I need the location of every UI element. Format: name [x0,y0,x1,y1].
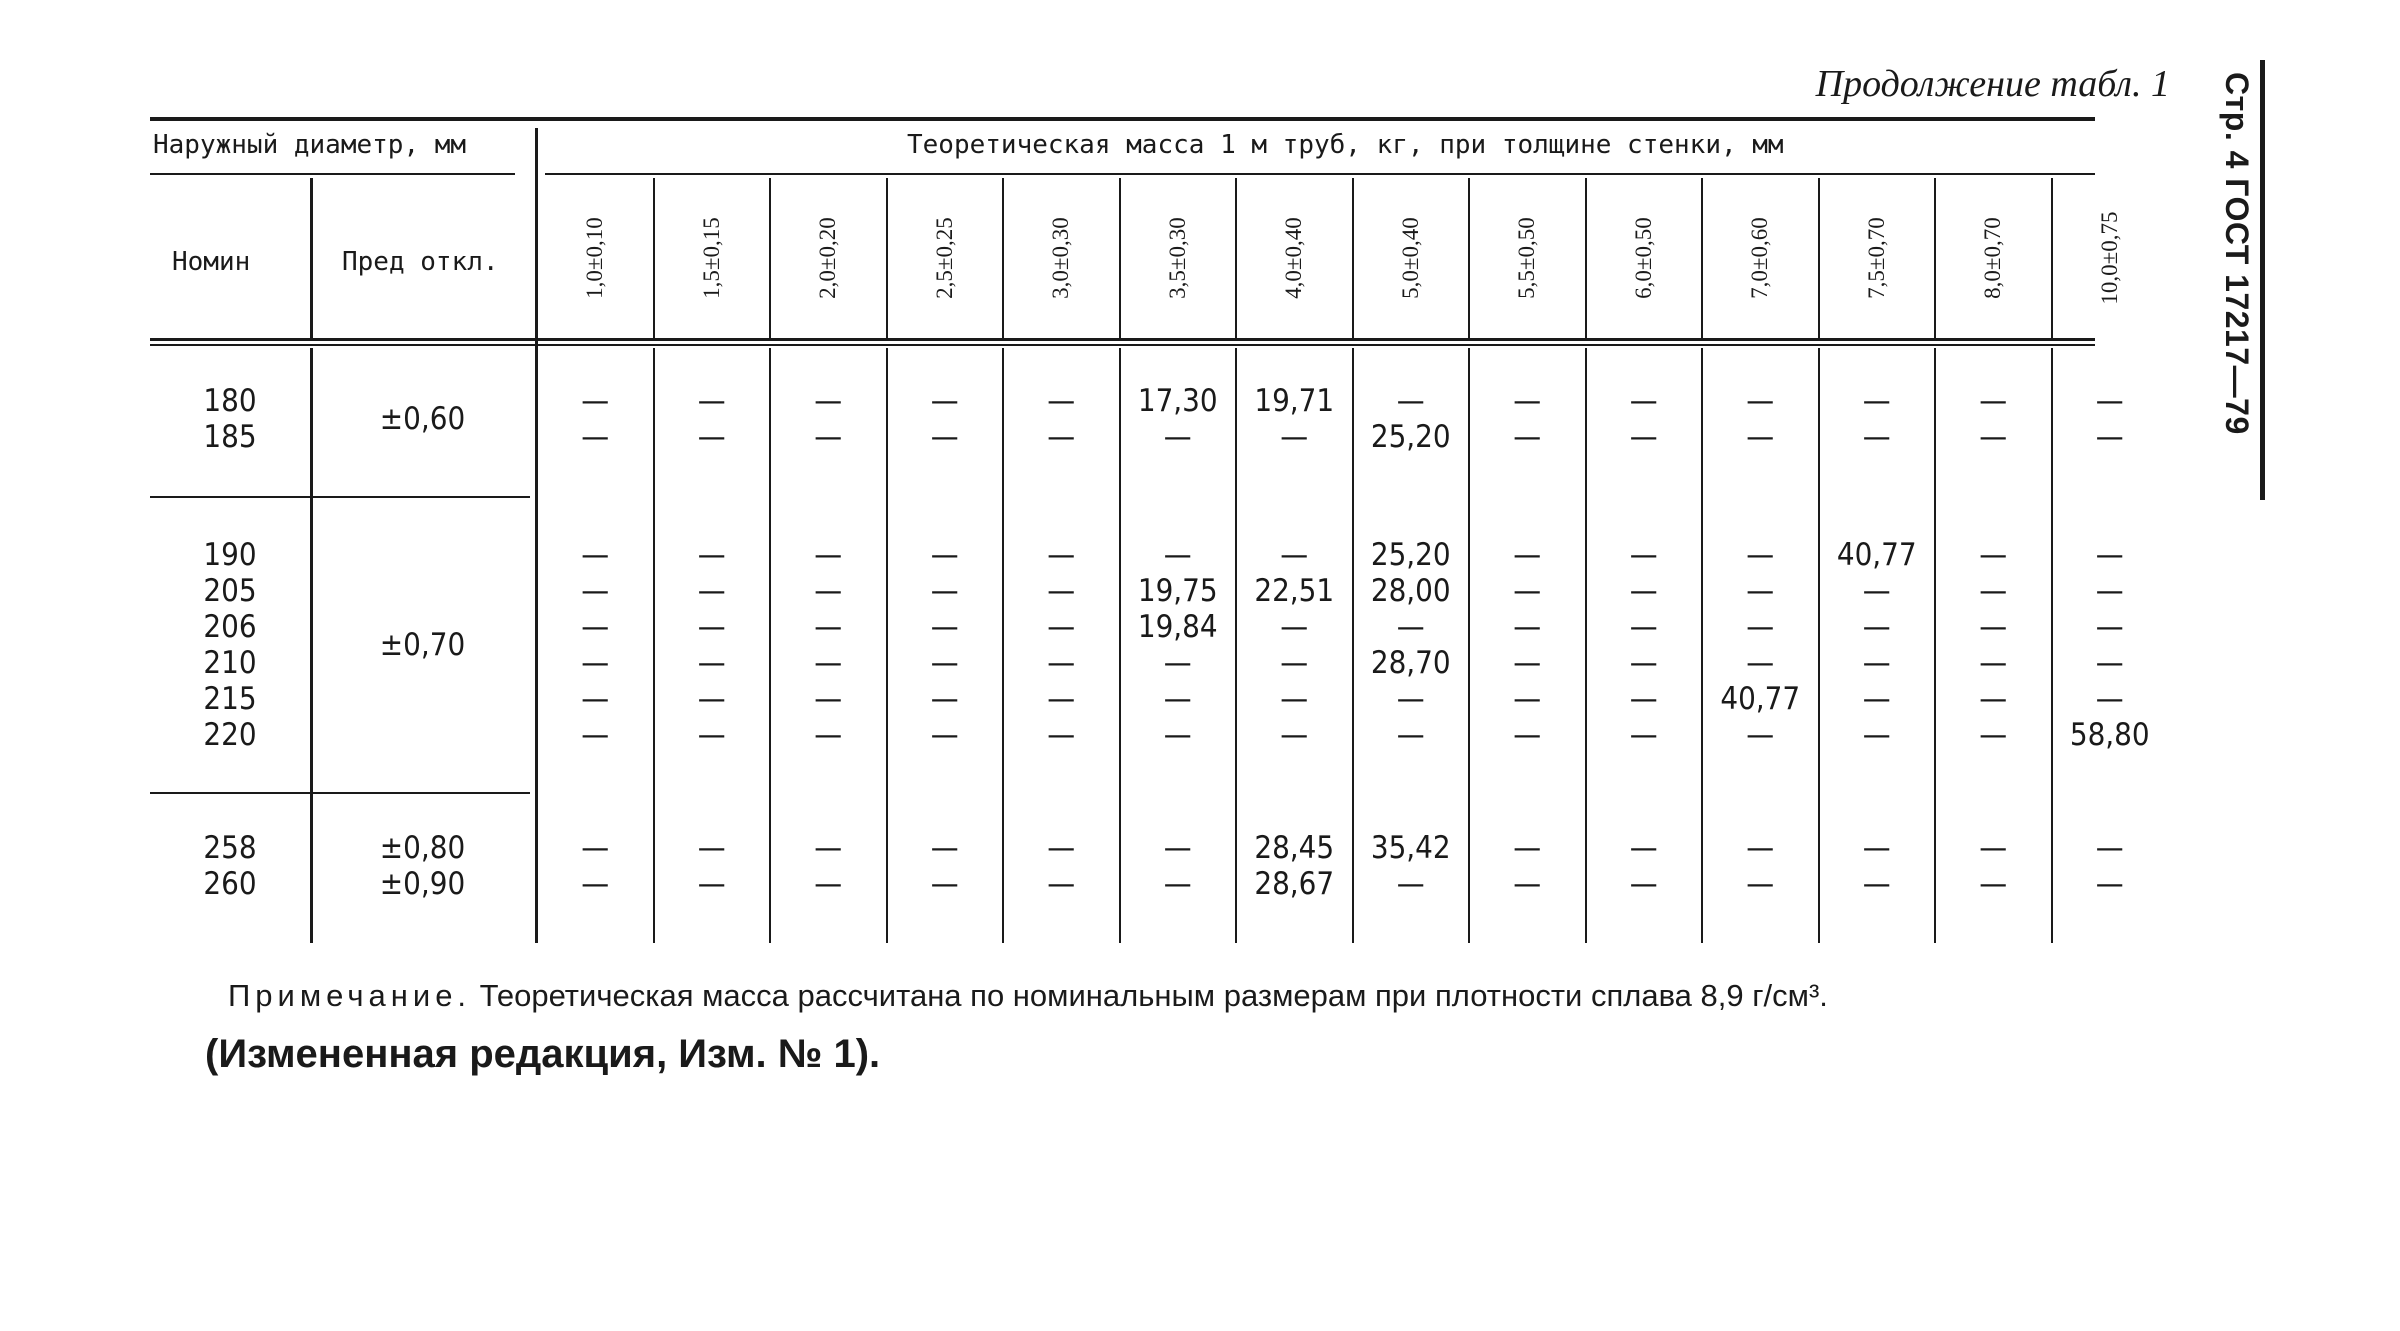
mass-cell: — [1862,645,1891,681]
mass-cell: — [814,830,843,866]
mass-cell: — [2095,830,2124,866]
mass-cell: — [1979,866,2008,902]
side-label-text: Стр. 4 ГОСТ 17217—79 [2219,72,2255,435]
mass-cell: — [1047,419,1076,455]
mass-cell: — [1629,830,1658,866]
mass-cell: — [1979,537,2008,573]
mass-cell: 40,77 [1836,537,1917,573]
col-divider-tol [310,178,313,340]
mass-cell: — [581,537,610,573]
mass-cell: — [1163,645,1192,681]
column-divider [653,178,655,338]
mass-cell: — [1979,383,2008,419]
thickness-label: 8,0±0,70 [1980,217,2006,299]
thickness-header [1356,178,1466,338]
mass-cell: — [1862,866,1891,902]
mass-cell: — [1979,419,2008,455]
tolerance-value: ±0,70 [379,627,466,663]
mass-cell: — [1746,609,1775,645]
tolerance-value: ±0,60 [379,401,466,437]
thickness-label: 1,0±0,10 [582,217,608,299]
mass-cell: — [1047,681,1076,717]
mass-cell: 25,20 [1370,419,1451,455]
mass-cell: — [1513,717,1542,753]
mass-cell: — [1513,573,1542,609]
thickness-label: 10,0±0,75 [2096,211,2122,305]
mass-cell: — [1746,645,1775,681]
column-divider [2051,178,2053,338]
mass-cell: 35,42 [1370,830,1451,866]
mass-cell: — [1629,537,1658,573]
mass-cell: — [2095,419,2124,455]
thickness-label: 5,5±0,50 [1514,217,1540,299]
mass-cell: — [697,645,726,681]
mass-cell: — [1047,830,1076,866]
nominal-diameters: 258 260 [203,830,257,902]
mass-cell: — [581,573,610,609]
mass-cell: — [1513,866,1542,902]
mass-cell: — [1280,537,1309,573]
mass-cell: — [697,681,726,717]
mass-cell: — [814,573,843,609]
thickness-label: 4,0±0,40 [1281,217,1307,299]
mass-cell: — [1979,645,2008,681]
mass-cell: — [581,383,610,419]
mass-cell: — [1862,573,1891,609]
mass-cell: — [1629,717,1658,753]
mass-cell: — [581,681,610,717]
thickness-header [657,178,767,338]
mass-cell: — [1163,830,1192,866]
group2-divider [150,792,530,794]
mass-cell: — [1047,609,1076,645]
mass-cell: — [930,681,959,717]
header-bottom-rule [150,338,2095,341]
mass-cell: — [1862,830,1891,866]
mass-cell: — [930,717,959,753]
mass-cell: — [697,609,726,645]
column-divider [769,178,771,338]
column-divider [1701,178,1703,338]
header-bottom-rule-2 [150,344,2095,346]
thickness-header [1239,178,1349,338]
column-divider [1002,178,1004,338]
mass-cell: — [1513,537,1542,573]
column-divider [1235,178,1237,338]
mass-cell: — [581,609,610,645]
thickness-label: 7,0±0,60 [1747,217,1773,299]
thickness-label: 3,0±0,30 [1048,217,1074,299]
mass-cell: — [1746,866,1775,902]
mass-cell: 19,75 [1137,573,1218,609]
mass-cell: 28,70 [1370,645,1451,681]
mass-cell: — [1513,681,1542,717]
thickness-header [1123,178,1233,338]
column-divider [1468,178,1470,338]
mass-cell: — [1513,609,1542,645]
mass-cell: — [930,866,959,902]
mass-cell: — [1163,681,1192,717]
mass-cell: — [1280,419,1309,455]
mass-cell: — [1047,645,1076,681]
tolerance-value: ±0,80 ±0,90 [379,830,466,902]
mass-cell: — [697,419,726,455]
mass-cell: — [581,830,610,866]
mass-cell: — [930,383,959,419]
column-divider [1119,178,1121,338]
side-bar-divider [2260,60,2265,500]
mass-cell: — [1979,573,2008,609]
mass-cell: 58,80 [2069,717,2150,753]
mass-cell: — [1396,681,1425,717]
mass-cell: — [930,537,959,573]
diameter-header-rule [150,173,515,175]
mass-cell: 28,67 [1254,866,1335,902]
thickness-header [1938,178,2048,338]
mass-cell: — [2095,537,2124,573]
mass-cell: — [2095,645,2124,681]
mass-cell: — [814,645,843,681]
mass-cell: — [1629,573,1658,609]
thickness-header [1705,178,1815,338]
mass-cell: — [581,866,610,902]
mass-cell: — [1513,419,1542,455]
mass-cell: — [930,609,959,645]
col-divider-main [535,128,538,943]
mass-cell: — [697,717,726,753]
column-divider [1818,178,1820,338]
mass-cell: — [2095,383,2124,419]
thickness-label: 2,5±0,25 [931,217,957,299]
mass-cell: — [930,419,959,455]
col-divider-tol-body [310,348,313,943]
mass-cell: — [1746,537,1775,573]
mass-cell: — [1746,717,1775,753]
mass-cell: — [1979,717,2008,753]
note-label: Примечание. [228,978,472,1013]
mass-cell: — [697,573,726,609]
mass-cell: — [930,645,959,681]
column-divider [1585,178,1587,338]
column-divider [1934,178,1936,338]
thickness-header [890,178,1000,338]
mass-cell: — [697,866,726,902]
mass-cell: — [1047,537,1076,573]
mass-cell: — [1280,609,1309,645]
mass-cell: — [1163,419,1192,455]
mass-cell: — [1862,383,1891,419]
thickness-label: 6,0±0,50 [1630,217,1656,299]
page-side-label [2210,60,2270,500]
thickness-header [1006,178,1116,338]
mass-cell: — [1746,419,1775,455]
mass-cell: — [1629,383,1658,419]
thickness-header [2055,178,2165,338]
mass-cell: 17,30 [1137,383,1218,419]
mass-cell: — [814,419,843,455]
mass-cell: — [2095,681,2124,717]
mass-cell: 28,45 [1254,830,1335,866]
column-divider [886,178,888,338]
mass-cell: 25,20 [1370,537,1451,573]
mass-cell: — [1979,681,2008,717]
mass-cell: — [1746,573,1775,609]
mass-cell: — [1047,573,1076,609]
mass-cell: — [814,609,843,645]
mass-cell: — [1047,866,1076,902]
mass-cell: — [1280,717,1309,753]
thickness-header [1472,178,1582,338]
mass-cell: — [1746,383,1775,419]
mass-cell: — [1047,383,1076,419]
mass-cell: — [1862,609,1891,645]
mass-cell: — [1513,830,1542,866]
mass-cell: — [581,645,610,681]
table-top-rule [150,117,2095,121]
mass-cell: — [1979,609,2008,645]
mass-cell: — [1396,609,1425,645]
mass-cell: — [1629,645,1658,681]
mass-cell: — [814,681,843,717]
tolerance-header: Пред откл. [342,247,499,277]
mass-header: Теоретическая масса 1 м труб, кг, при толщине стенки, мм [907,130,1784,160]
mass-cell: — [1629,419,1658,455]
thickness-label: 1,5±0,15 [698,217,724,299]
mass-cell: — [814,383,843,419]
mass-cell: — [1862,717,1891,753]
mass-cell: — [1163,537,1192,573]
mass-cell: — [697,830,726,866]
mass-cell: — [1280,681,1309,717]
mass-cell: 28,00 [1370,573,1451,609]
mass-cell: — [1629,866,1658,902]
mass-cell: — [1396,717,1425,753]
mass-cell: — [1746,830,1775,866]
mass-cell: — [1280,645,1309,681]
mass-cell: 40,77 [1720,681,1801,717]
mass-cell: — [930,830,959,866]
mass-cell: — [1163,866,1192,902]
mass-cell: — [1629,681,1658,717]
mass-header-rule [545,173,2095,175]
mass-cell: — [1396,383,1425,419]
mass-cell: — [1513,645,1542,681]
continuation-label: Продолжение табл. 1 [1815,63,2170,105]
outer-diameter-header: Наружный диаметр, мм [153,130,467,160]
column-divider [1352,178,1354,338]
mass-cell: — [1629,609,1658,645]
mass-cell: — [697,537,726,573]
mass-cell: — [814,537,843,573]
thickness-header [773,178,883,338]
mass-cell: — [581,717,610,753]
nominal-diameters: 180 185 [203,383,257,455]
mass-cell: — [2095,609,2124,645]
thickness-label: 2,0±0,20 [815,217,841,299]
mass-cell: — [1047,717,1076,753]
mass-cell: — [2095,573,2124,609]
mass-cell: — [1163,717,1192,753]
mass-cell: — [1513,383,1542,419]
amendment-note: (Измененная редакция, Изм. № 1). [205,1032,881,1076]
nominal-diameters: 190 205 206 210 215 220 [203,537,257,753]
mass-cell: — [814,717,843,753]
mass-cell: 22,51 [1254,573,1335,609]
nominal-header: Номин [172,247,251,277]
mass-cell: — [2095,866,2124,902]
thickness-label: 7,5±0,70 [1863,217,1889,299]
mass-cell: — [814,866,843,902]
mass-cell: — [1862,681,1891,717]
group1-divider [150,496,530,498]
mass-cell: — [1862,419,1891,455]
mass-cell: — [697,383,726,419]
mass-cell: — [1979,830,2008,866]
mass-cell: — [930,573,959,609]
thickness-header [1822,178,1932,338]
mass-cell: 19,84 [1137,609,1218,645]
thickness-header [540,178,650,338]
thickness-label: 3,5±0,30 [1164,217,1190,299]
table-note [228,978,2228,1014]
note-text: Теоретическая масса рассчитана по номинальным размерам при плотности сплава 8,9 г/см³. [479,978,1828,1013]
mass-cell: — [581,419,610,455]
thickness-label: 5,0±0,40 [1397,217,1423,299]
mass-cell: 19,71 [1254,383,1335,419]
mass-cell: — [1396,866,1425,902]
thickness-header [1589,178,1699,338]
